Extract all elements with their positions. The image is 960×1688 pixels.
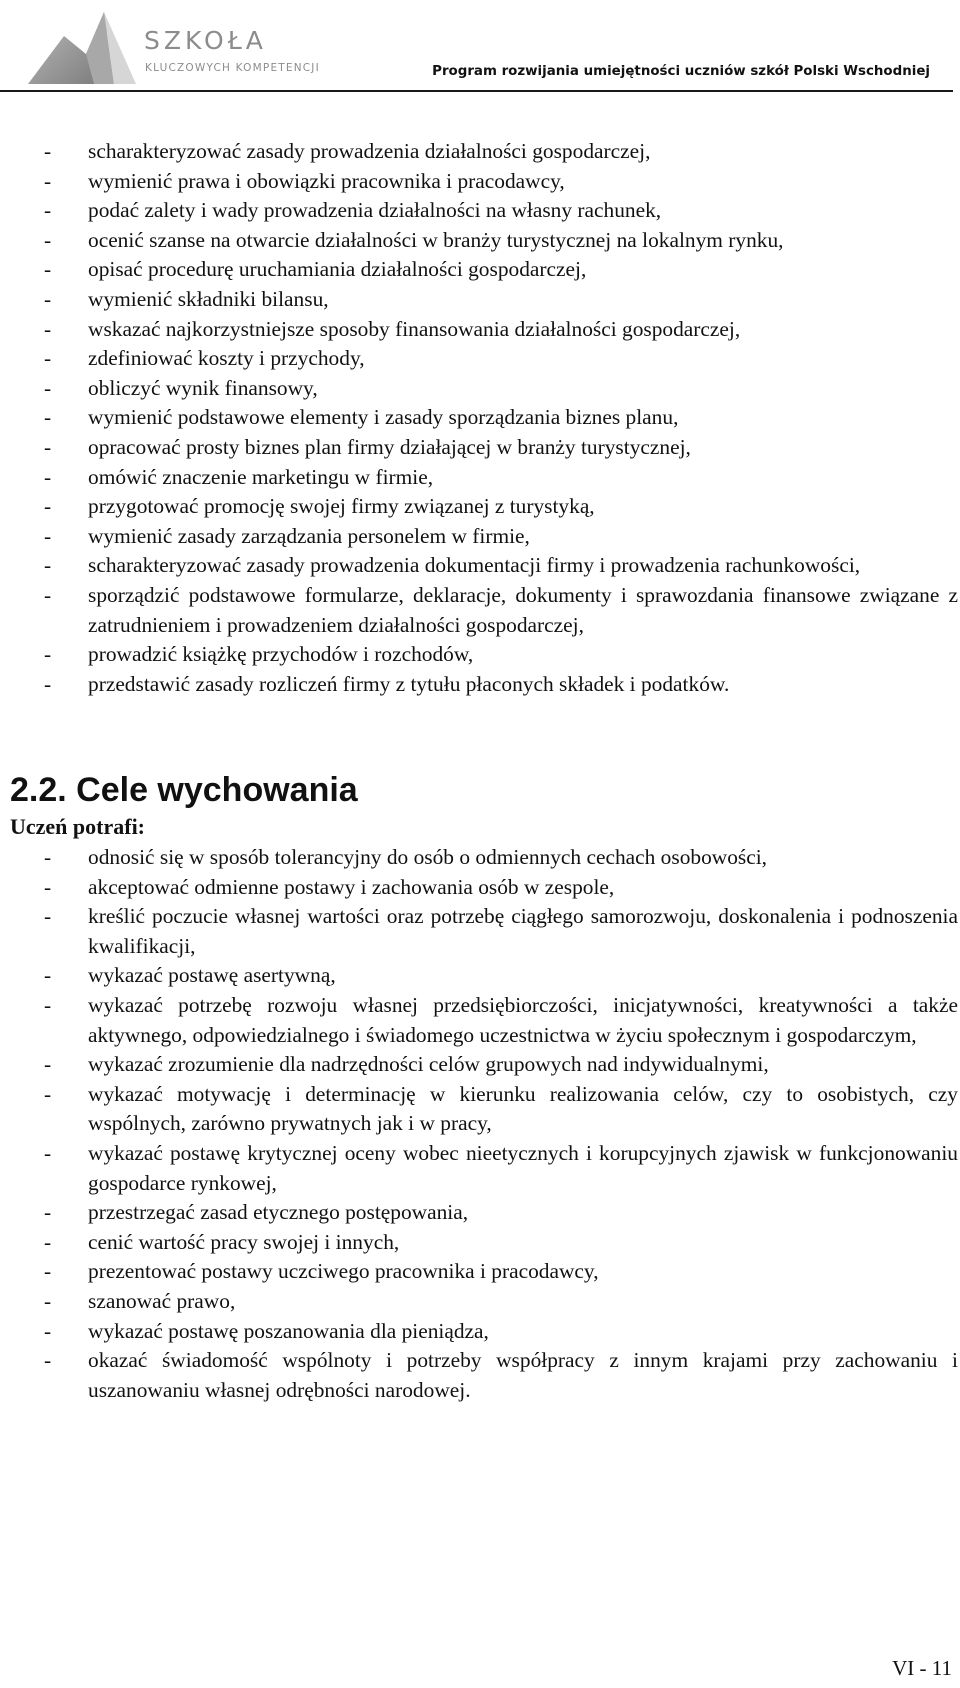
list-item: - prowadzić książkę przychodów i rozchodów, [44, 640, 958, 670]
list-item: - wymienić składniki bilansu, [44, 285, 958, 315]
list-dash: - [44, 523, 52, 548]
list-item: - wymienić podstawowe elementy i zasady sporządzania biznes planu, [44, 403, 958, 433]
mountain-logo-icon [24, 6, 144, 88]
list-item: - przygotować promocję swojej firmy związanej z turystyką, [44, 492, 958, 522]
list-dash: - [44, 845, 52, 869]
list-item: - wymienić prawa i obowiązki pracownika i pracodawcy, [44, 167, 958, 197]
list-dash: - [44, 405, 52, 430]
list-dash: - [44, 257, 52, 282]
list-item: - akceptować odmienne postawy i zachowania osób w zespole, [44, 873, 958, 903]
list-item: - obliczyć wynik finansowy, [44, 374, 958, 404]
list-dash: - [44, 1318, 52, 1343]
page-header [0, 0, 960, 92]
outcomes-list [44, 137, 958, 699]
list-item: - przestrzegać zasad etycznego postępowania, [44, 1198, 958, 1228]
list-dash: - [44, 434, 52, 459]
list-dash: - [44, 1259, 52, 1284]
list-dash: - [44, 992, 52, 1017]
list-item: - opisać procedurę uruchamiania działalności gospodarczej, [44, 255, 958, 285]
list-dash: - [44, 582, 52, 607]
list-item: - ocenić szanse na otwarcie działalności w branży turystycznej na lokalnym rynku, [44, 226, 958, 256]
list-item: - cenić wartość pracy swojej i innych, [44, 1228, 958, 1258]
list-item: - wykazać postawę poszanowania dla pieniądza, [44, 1317, 958, 1347]
list-dash: - [44, 464, 52, 489]
list-item: - wykazać postawę asertywną, [44, 961, 958, 991]
list-dash: - [44, 286, 52, 311]
list-item: - wymienić zasady zarządzania personelem w firmie, [44, 522, 958, 552]
list-dash: - [44, 139, 52, 163]
list-dash: - [44, 553, 52, 578]
list-dash: - [44, 1140, 52, 1165]
list-item: - wykazać motywację i determinację w kierunku realizowania celów, czy to osobistych, czy wspólnych, zarówno prywatnych jak i w pracy, [44, 1081, 958, 1136]
list-item: - podać zalety i wady prowadzenia działalności na własny rachunek, [44, 196, 958, 226]
list-dash: - [44, 494, 52, 519]
list-dash: - [44, 904, 52, 929]
list-dash: - [44, 375, 52, 400]
list-item: - omówić znaczenie marketingu w firmie, [44, 463, 958, 493]
logo-subtitle: KLUCZOWYCH KOMPETENCJI [145, 62, 320, 74]
list-dash: - [44, 1081, 52, 1106]
list-item: - zdefiniować koszty i przychody, [44, 344, 958, 374]
list-item: - okazać świadomość wspólnoty i potrzeby współpracy z innym krajami przy zachowaniu i uszanowaniu własnej odrębności narodowej. [44, 1348, 958, 1402]
list-item: - odnosić się w sposób tolerancyjny do osób o odmiennych cechach osobowości, [44, 843, 958, 873]
list-dash: - [44, 227, 52, 252]
list-dash: - [44, 346, 52, 371]
list-dash: - [44, 874, 52, 899]
header-divider [0, 90, 953, 92]
szkola-logo [24, 6, 324, 88]
list-dash: - [44, 1200, 52, 1225]
list-item: - wykazać zrozumienie dla nadrzędności celów grupowych nad indywidualnymi, [44, 1050, 958, 1080]
list-dash: - [44, 1288, 52, 1313]
list-item: - prezentować postawy uczciwego pracownika i pracodawcy, [44, 1257, 958, 1287]
list-dash: - [44, 671, 52, 696]
education-goals-list [44, 843, 958, 1405]
list-item: - scharakteryzować zasady prowadzenia działalności gospodarczej, [44, 137, 958, 167]
section-heading: 2.2. Cele wychowania [10, 771, 358, 809]
list-item: - wykazać postawę krytycznej oceny wobec nieetycznych i korupcyjnych zjawisk w funkcjonowaniu gospodarce rynkowej, [44, 1140, 958, 1195]
list-dash: - [44, 198, 52, 223]
list-dash: - [44, 1229, 52, 1254]
list-dash: - [44, 316, 52, 341]
logo-title: SZKOŁA [144, 26, 267, 55]
list-item: - wykazać potrzebę rozwoju własnej przedsiębiorczości, inicjatywności, kreatywności a także aktywnego, odpowiedzialnego i świadomego uczestnictwa w życiu społecznym i gospodarczym, [44, 992, 958, 1047]
section-subheading: Uczeń potrafi: [10, 814, 146, 839]
list-dash: - [44, 168, 52, 193]
list-item: - wskazać najkorzystniejsze sposoby finansowania działalności gospodarczej, [44, 315, 958, 345]
list-dash: - [44, 963, 52, 988]
page-number: VI - 11 [892, 1656, 952, 1680]
list-item: - przedstawić zasady rozliczeń firmy z tytułu płaconych składek i podatków. [44, 670, 958, 700]
list-item: - scharakteryzować zasady prowadzenia dokumentacji firmy i prowadzenia rachunkowości, [44, 551, 958, 581]
list-item: - opracować prosty biznes plan firmy działającej w branży turystycznej, [44, 433, 958, 463]
list-dash: - [44, 642, 52, 667]
list-dash: - [44, 1348, 52, 1373]
list-dash: - [44, 1052, 52, 1077]
program-title: Program rozwijania umiejętności uczniów szkół Polski Wschodniej [432, 64, 930, 79]
list-item: - kreślić poczucie własnej wartości oraz potrzebę ciągłego samorozwoju, doskonalenia i podnoszenia kwalifikacji, [44, 904, 958, 958]
list-item: - szanować prawo, [44, 1287, 958, 1317]
list-item: - sporządzić podstawowe formularze, deklaracje, dokumenty i sprawozdania finansowe związane z zatrudnieniem i prowadzeniem działalności gospodarczej, [44, 582, 958, 637]
